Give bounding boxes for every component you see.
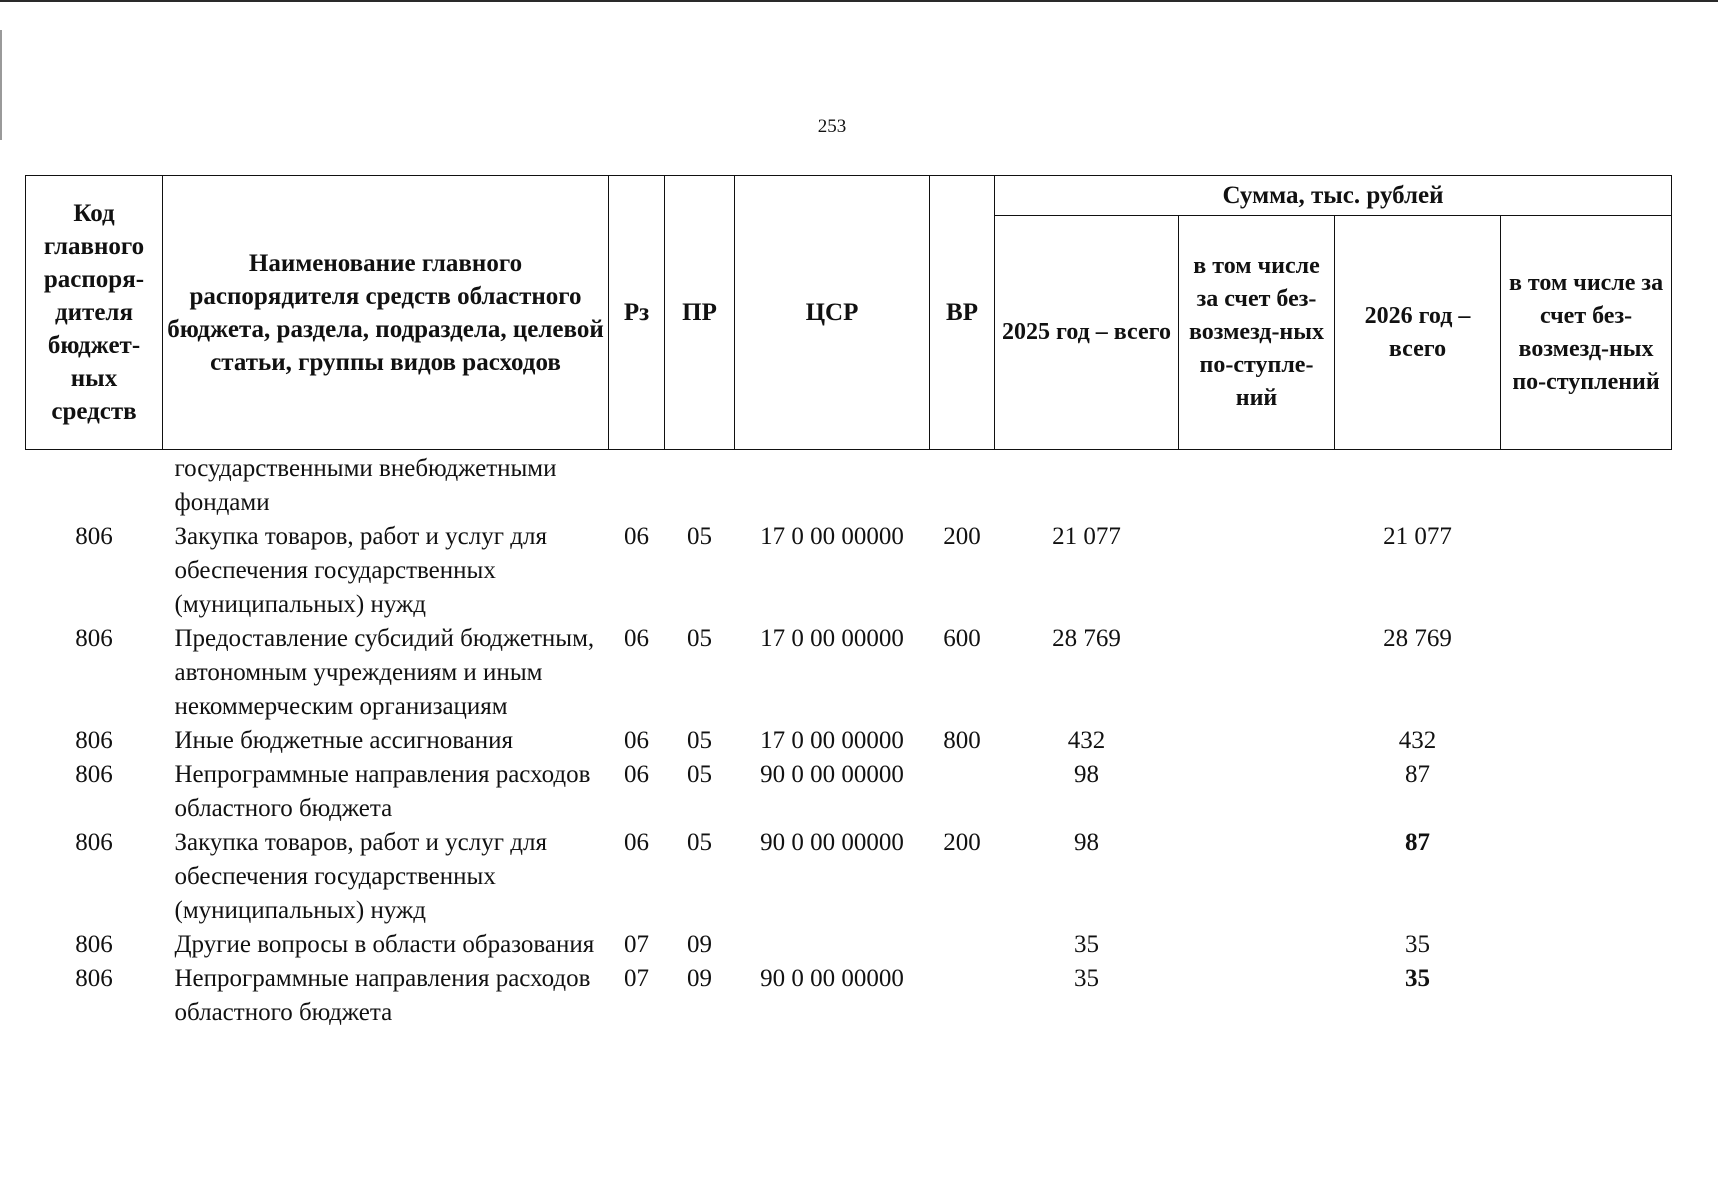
cell-2025-grant [1179,724,1335,758]
cell-csr: 90 0 00 00000 [760,829,904,856]
cell-code: 806 [75,523,113,550]
header-2026-grant: в том числе за счет без-возмезд-ных по-ступлений [1501,216,1672,450]
cell-pr: 09 [687,931,712,958]
cell-pr: 05 [687,625,712,652]
header-2025-grant: в том числе за счет без-возмезд-ных по-ступле-ний [1179,216,1335,450]
cell-rz: 06 [624,625,649,652]
cell-2025-grant [1179,622,1335,724]
cell-csr [735,450,930,521]
cell-2026-grant [1501,622,1672,724]
cell-2026-grant [1501,962,1672,1030]
cell-code: 806 [75,829,113,856]
cell-csr: 17 0 00 00000 [760,727,904,754]
cell-2026-grant [1501,826,1672,928]
table-row [26,520,1672,622]
header-csr: ЦСР [735,176,930,450]
page-number: 253 [817,116,847,137]
cell-2025-total: 35 [1074,931,1099,958]
cell-code: 806 [75,727,113,754]
cell-name: Иные бюджетные ассигнования [174,727,514,754]
cell-vr [930,962,995,1030]
table-row [26,758,1672,826]
cell-2025-grant [1179,450,1335,521]
cell-2026-total [1335,450,1501,521]
cell-name: Непрограммные направления расходов областного бюджета [174,761,591,822]
cell-2026-total: 87 [1405,761,1430,788]
header-vr: ВР [930,176,995,450]
cell-2026-total: 35 [1405,931,1430,958]
cell-2025-total: 35 [1074,965,1099,992]
cell-rz: 07 [624,931,649,958]
cell-pr: 05 [687,727,712,754]
cell-name: Другие вопросы в области образования [174,931,595,958]
cell-vr [930,758,995,826]
cell-vr: 200 [943,829,981,856]
cell-2026-grant [1501,450,1672,521]
table-header [26,176,1672,450]
cell-code: 806 [75,625,113,652]
header-2026-total: 2026 год – всего [1335,216,1501,450]
cell-name: государственными внебюджетными фондами [174,455,557,516]
cell-rz [609,450,665,521]
cell-vr: 800 [943,727,981,754]
cell-name: Непрограммные направления расходов областного бюджета [174,965,591,1026]
cell-2025-grant [1179,826,1335,928]
cell-pr: 09 [687,965,712,992]
cell-vr [930,450,995,521]
cell-2025-total: 98 [1074,829,1099,856]
cell-2025-total: 28 769 [1052,625,1121,652]
table-row [26,450,1672,521]
table-body [26,450,1672,1031]
table-row [26,622,1672,724]
cell-pr: 05 [687,761,712,788]
header-2025-total: 2025 год – всего [995,216,1179,450]
cell-2025-total [995,450,1179,521]
cell-vr: 600 [943,625,981,652]
cell-2025-grant [1179,520,1335,622]
cell-name: Предоставление субсидий бюджетным, автономным учреждениям и иным некоммерческим организациям [174,625,595,720]
cell-csr: 17 0 00 00000 [760,625,904,652]
scan-edge-top [0,0,1718,2]
cell-rz: 06 [624,523,649,550]
cell-2026-total: 432 [1398,727,1437,754]
cell-2025-grant [1179,928,1335,962]
cell-csr: 90 0 00 00000 [760,761,904,788]
cell-2025-total: 21 077 [1052,523,1121,550]
cell-2025-total: 432 [1067,727,1106,754]
table-row [26,928,1672,962]
cell-vr: 200 [943,523,981,550]
cell-2025-total: 98 [1074,761,1099,788]
cell-name: Закупка товаров, работ и услуг для обеспечения государственных (муниципальных) нужд [174,829,547,924]
header-rz: Рз [609,176,665,450]
cell-code: 806 [75,931,113,958]
cell-csr: 90 0 00 00000 [760,965,904,992]
budget-table [25,175,1672,1030]
cell-pr: 05 [687,829,712,856]
cell-csr [735,928,930,962]
cell-code: 806 [75,761,113,788]
cell-pr: 05 [687,523,712,550]
header-sum-group: Сумма, тыс. рублей [995,176,1672,216]
cell-csr: 17 0 00 00000 [760,523,904,550]
header-name: Наименование главного распорядителя средств областного бюджета, раздела, подраздела, целевой статьи, группы видов расходов [163,176,609,450]
table-row [26,962,1672,1030]
cell-2026-total: 28 769 [1383,625,1452,652]
cell-rz: 06 [624,829,649,856]
cell-2025-grant [1179,758,1335,826]
cell-vr [930,928,995,962]
cell-rz: 06 [624,761,649,788]
header-pr: ПР [665,176,735,450]
cell-name: Закупка товаров, работ и услуг для обеспечения государственных (муниципальных) нужд [174,523,547,618]
cell-2026-grant [1501,520,1672,622]
cell-2026-total: 21 077 [1383,523,1452,550]
cell-rz: 06 [624,727,649,754]
cell-rz: 07 [624,965,649,992]
table-row [26,724,1672,758]
table-row [26,826,1672,928]
cell-pr [665,450,735,521]
cell-2026-total: 35 [1405,965,1430,992]
cell-code [26,450,163,521]
cell-2026-total: 87 [1405,829,1430,856]
cell-2026-grant [1501,758,1672,826]
cell-2026-grant [1501,724,1672,758]
cell-2025-grant [1179,962,1335,1030]
cell-2026-grant [1501,928,1672,962]
header-code: Код главного распоря-дителя бюджет-ных средств [26,176,163,450]
cell-code: 806 [75,965,113,992]
